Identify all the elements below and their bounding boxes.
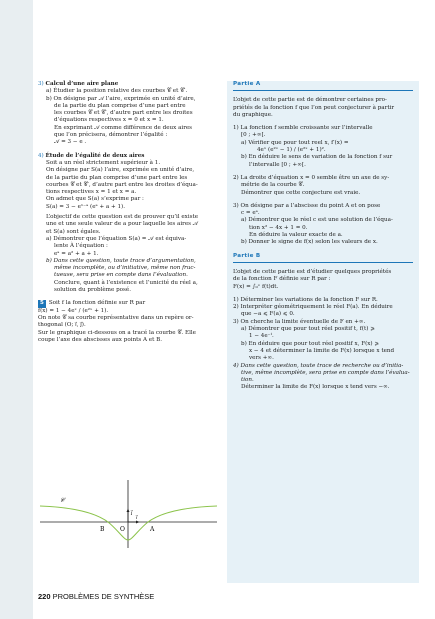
formula-line: F(x) = ∫₀ˣ f(t)dt. bbox=[233, 283, 279, 290]
formula-line: 𝒜 = 3 − e . bbox=[54, 139, 87, 146]
section-divider bbox=[233, 262, 413, 263]
text-line: a) Démontrer que l’équation S(a) = 𝒜 est équiva- bbox=[46, 235, 187, 242]
point-b-label: B bbox=[100, 526, 105, 533]
text-line: du graphique. bbox=[233, 111, 273, 118]
question-4 bbox=[38, 153, 219, 295]
formula-line: f(x) = 1 − 4eˣ / (e²ˣ + 1). bbox=[38, 307, 109, 314]
text-line: b) Donner le signe de f(x) selon les valeurs de x. bbox=[241, 239, 378, 246]
exercise-5 bbox=[38, 300, 219, 344]
text-line: x − 4 et déterminer la limite de F(x) lorsque x tend bbox=[249, 347, 395, 354]
origin-label: O bbox=[120, 526, 125, 533]
j-label: j⃗ bbox=[131, 510, 133, 516]
text-line: a) Démontrer que le réel c est une solution de l’équa- bbox=[241, 217, 393, 224]
part-b-intro bbox=[233, 269, 413, 291]
text-line: d’équations respectives x = 0 et x = 1. bbox=[54, 117, 164, 124]
text-line: coupe l’axe des abscisses aux points A et B. bbox=[38, 336, 163, 343]
footer-title: PROBLÈMES DE SYNTHÈSE bbox=[52, 592, 155, 601]
left-margin-strip bbox=[0, 0, 33, 619]
text-line: 2) La droite d’équation x = 0 semble être un axe de sy- bbox=[233, 174, 390, 181]
section-heading-part-a: Partie A bbox=[233, 81, 261, 87]
text-line: b) Dans cette question, toute trace d’argumentation, bbox=[46, 257, 196, 264]
i-label: i⃗ bbox=[136, 515, 138, 521]
text-line: En déduire la valeur exacte de a. bbox=[249, 232, 343, 239]
text-line: thogonal (O; i⃗, j⃗). bbox=[38, 322, 86, 329]
part-b-questions bbox=[233, 297, 413, 392]
section-divider bbox=[233, 90, 413, 91]
text-line: Démontrer que cette conjecture est vraie. bbox=[241, 189, 361, 196]
text-line: L’objet de cette partie est de démontrer certaines pro- bbox=[233, 97, 387, 104]
text-line: Conclure, quant à l’existence et l’unicité du réel a, bbox=[54, 279, 198, 286]
text-line: tueuse, sera prise en compte dans l’évaluation. bbox=[54, 272, 188, 279]
text-line: courbes 𝒞 et 𝒞′, d’autre part entre les droites d’équa- bbox=[46, 181, 198, 188]
part-a-intro bbox=[233, 97, 413, 119]
text-line: de la fonction F définie sur R par : bbox=[233, 276, 331, 283]
text-line: l’intervalle [0 ; +∞[. bbox=[249, 161, 306, 168]
text-line: tions respectives x = 1 et x = a. bbox=[46, 189, 137, 196]
text-line: 2) Interpréter géométriquement le réel F(a). En déduire bbox=[233, 304, 393, 311]
formula-line: 4eˣ (e²ˣ − 1) / (e²ˣ + 1)². bbox=[257, 147, 326, 154]
text-line: vers +∞. bbox=[249, 355, 274, 362]
text-line: 1) La fonction f semble croissante sur l’intervalle bbox=[233, 125, 373, 132]
question-number: 4) bbox=[38, 152, 44, 159]
left-column bbox=[38, 81, 219, 350]
text-line: 4) Dans cette question, toute trace de recherche ou d’initia- bbox=[233, 362, 404, 369]
text-line: lente À l’équation : bbox=[54, 243, 108, 250]
text-line: L’objet de cette partie est d’étudier quelques propriétés bbox=[233, 268, 392, 275]
question-title: Calcul d’une aire plane bbox=[45, 81, 119, 87]
text-line: tion x² − 4x + 1 = 0. bbox=[249, 224, 308, 231]
text-line: même incomplète, ou d’initiative, même non fruc- bbox=[54, 265, 196, 272]
text-line: solution du problème posé. bbox=[54, 287, 131, 294]
page-footer bbox=[38, 592, 154, 601]
text-line: b) En déduire que pour tout réel positif x, F(x) ⩾ bbox=[241, 340, 380, 347]
text-line: que l’on précisera, démontrer l’égalité : bbox=[54, 132, 168, 139]
curve-label: 𝒞 bbox=[60, 497, 65, 504]
formula-line: eᵃ = a² + a + 1. bbox=[54, 250, 99, 257]
text-line: de la partie du plan comprise d’une part entre bbox=[54, 102, 186, 109]
exercise-number-badge: 5 bbox=[40, 300, 44, 307]
text-line: priétés de la fonction f que l’on peut conjecturer à partir bbox=[233, 104, 395, 111]
j-arrowhead bbox=[127, 509, 130, 513]
text-line: b) En déduire le sens de variation de la fonction f sur bbox=[241, 154, 393, 161]
right-column-panel bbox=[227, 81, 419, 583]
text-line: b) On désigne par 𝒜 l’aire, exprimée en unité d’aire, bbox=[46, 95, 196, 102]
text-line: 3) On cherche la limite éventuelle de F en +∞. bbox=[233, 318, 366, 325]
text-line: En exprimant 𝒜 comme différence de deux aires bbox=[54, 124, 193, 131]
curve-graph bbox=[38, 478, 219, 550]
part-a-question-1 bbox=[233, 125, 413, 169]
text-line: une et une seule valeur de a pour laquelle les aires 𝒜 bbox=[46, 221, 199, 228]
text-line: et S(a) sont égales. bbox=[46, 228, 101, 235]
part-a-question-3 bbox=[233, 203, 413, 247]
page-number: 220 bbox=[38, 592, 51, 601]
text-line: de la partie du plan comprise d’une part entre les bbox=[46, 174, 188, 181]
text-line: tive, même incomplète, sera prise en compte dans l’évalua- bbox=[241, 369, 410, 376]
point-a-label: A bbox=[150, 526, 155, 533]
text-line: On admet que S(a) s’exprime par : bbox=[46, 196, 144, 203]
text-line: 1) Déterminer les variations de la fonction F sur R. bbox=[233, 296, 378, 303]
part-a-question-2 bbox=[233, 175, 413, 197]
text-line: c = eᵃ. bbox=[241, 210, 260, 217]
text-line: Soit a un réel strictement supérieur à 1. bbox=[46, 159, 161, 166]
question-title: Étude de l’égalité de deux aires bbox=[45, 152, 145, 159]
text-line: a) Démontrer que pour tout réel positif t, f(t) ⩾ bbox=[241, 326, 375, 333]
text-line: On désigne par S(a) l’aire, exprimée en unité d’aire, bbox=[46, 167, 195, 174]
text-line: tion. bbox=[241, 377, 254, 384]
formula-line: S(a) = 3 − e¹⁻ᵃ (eᵃ + a + 1). bbox=[46, 203, 126, 210]
text-line: que −a ⩽ F(a) ⩽ 0. bbox=[241, 311, 295, 318]
text-line: 3) On désigne par a l’abscisse du point A et on pose bbox=[233, 202, 381, 209]
text-line: Sur le graphique ci-dessous on a tracé la courbe 𝒞. Elle bbox=[38, 329, 196, 336]
text-line: métrie de la courbe 𝒞. bbox=[241, 182, 305, 189]
text-line: [0 ; +∞[. bbox=[241, 132, 266, 139]
text-line: a) Étudier la position relative des courbes 𝒞 et 𝒞′. bbox=[46, 88, 188, 95]
text-line: a) Vérifier que pour tout reel x, f′(x) = bbox=[241, 139, 349, 146]
question-3 bbox=[38, 81, 219, 147]
question-number: 3) bbox=[38, 81, 44, 87]
text-line: les courbes 𝒞 et 𝒞′, d’autre part entre les droites bbox=[54, 110, 193, 117]
section-heading-part-b: Partie B bbox=[233, 252, 261, 259]
text-line: 1 − 4e⁻ᵗ. bbox=[249, 333, 274, 340]
text-line: L’objectif de cette question est de prouver qu’il existe bbox=[46, 214, 199, 221]
text-line: Déterminer la limite de F(x) lorsque x tend vers −∞. bbox=[241, 384, 390, 391]
text-line: On note 𝒞 sa courbe représentative dans un repère or- bbox=[38, 314, 194, 321]
text-line: Soit f la fonction définie sur R par bbox=[48, 300, 146, 307]
